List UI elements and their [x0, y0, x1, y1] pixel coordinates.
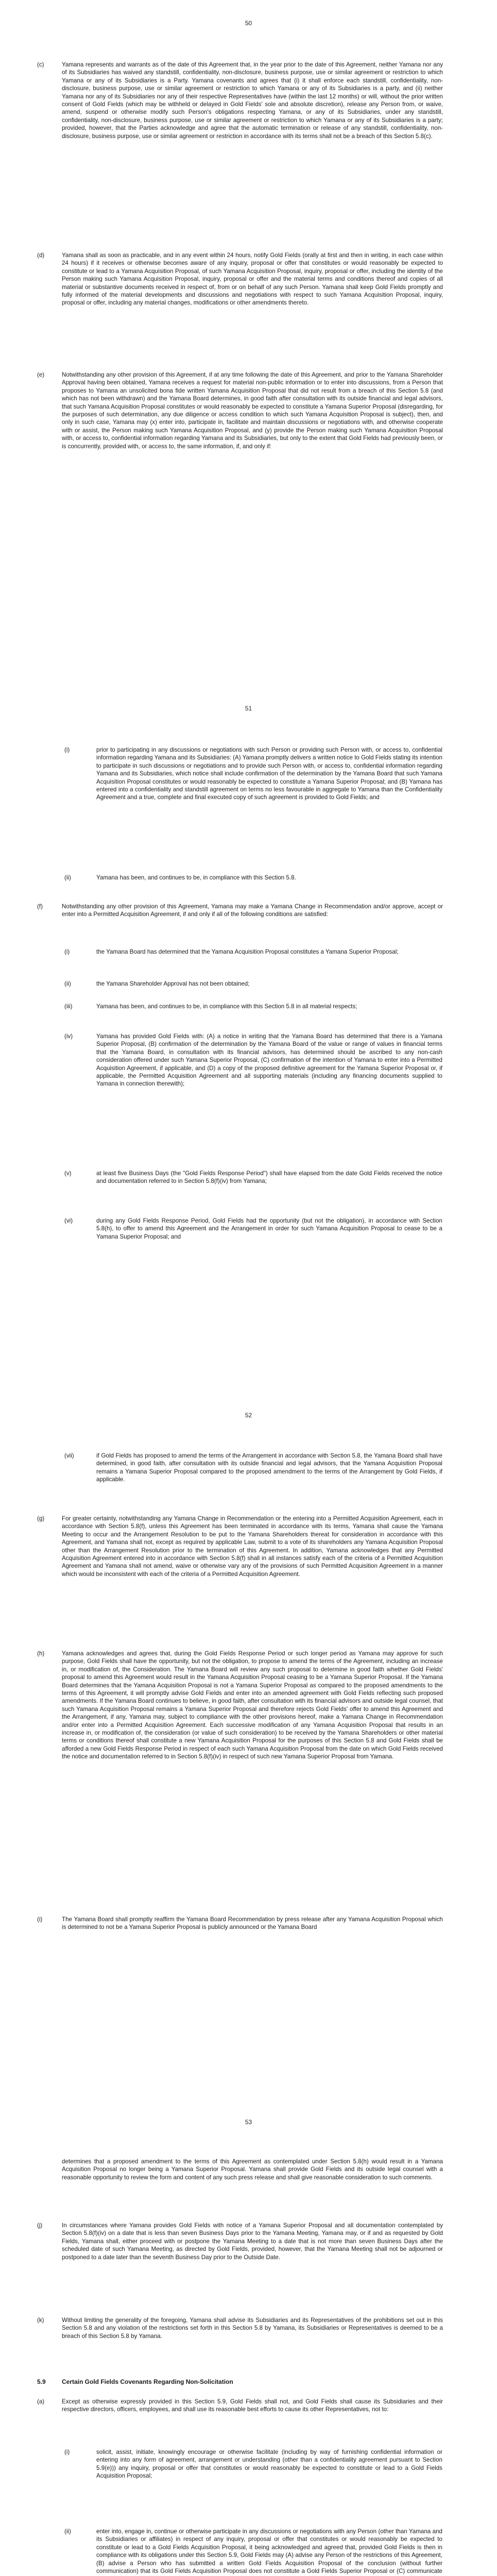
subclause-text: prior to participating in any discussions or negotiations with such Person or providing such Person with, or access to, confidential information regarding Yamana and its Subsidiaries: (A) Yamana promptly delivers a written notice to Gold Fields stating its intention to participate in such discussions or negotiations and to provide such Person with, or access to, confidential information regarding Yamana and its Subsidiaries, which notice shall include confirmation of the determination by the Yamana Board that such Yamana Acquisition Proposal constitutes or would reasonably be expected to constitute a Yamana Superior Proposal; and (B) Yamana has entered into a confidentiality and standstill agreement on terms no less favourable in aggregate to Yamana than the Confidentiality Agreement and a true, complete and final executed copy of such agreement is provided to Gold Fields; and [96, 747, 442, 801]
clause-label: (f) [37, 903, 43, 910]
clause-5-9-a [37, 2398, 443, 2414]
subclause-label: (v) [64, 1170, 72, 1177]
subclause-text: Yamana has provided Gold Fields with: (A) a notice in writing that the Yamana Board has determined that there is a Yamana Superior Proposal, (B) confirmation of the determination by the Yamana Board of the value or range of values in financial terms that the Yamana Board, in consultation with its financial advisors, has determined should be ascribed to any non-cash consideration offered under such Yamana Superior Proposal, (C) confirmation of the intention of Yamana to enter into a Permitted Acquisition Agreement, if applicable, and (D) a copy of the proposed definitive agreement for the Yamana Superior Proposal or, if applicable, the Permitted Acquisition Agreement and all supporting materials (including any financing documents supplied to Yamana in connection therewith); [96, 1033, 442, 1088]
subclause-label: (ii) [64, 980, 71, 987]
page-number: 51 [245, 705, 252, 712]
clause-label: (h) [37, 1650, 45, 1657]
page-number: 53 [245, 2119, 252, 2126]
clause-label: (a) [37, 2398, 45, 2405]
subclause-e-ii [64, 874, 442, 882]
subclause-text: enter into, engage in, continue or otherwise participate in any discussions or negotiations with any Person (other than Yamana and its Subsidiaries or affiliates) in respect of any inquiry, proposal or offer that constitutes or would reasonably be expected to constitute or lead to a Gold Fields Acquisition Proposal, it being acknowledged and agreed that, provided Gold Fields is then in compliance with its obligations under this Section 5.9, Gold Fields may (A) advise any Person of the restrictions of this Agreement, (B) advise a Person who has submitted a written Gold Fields Acquisition Proposal of the conclusion (without further communication) that its Gold Fields Acquisition Proposal does not constitute a Gold Fields Superior Proposal or (C) communicate [96, 2528, 442, 2575]
subclause-text: solicit, assist, initiate, knowingly encourage or otherwise facilitate (including by way of furnishing confidential information or entering into any form of agreement, arrangement or understanding (other than a confidentiality agreement pursuant to Section 5.9(e))) any inquiry, proposal or offer that constitutes or would reasonably be expected to constitute or lead to a Gold Fields Acquisition Proposal; [96, 2449, 442, 2480]
clause-g [37, 1515, 443, 1578]
subclause-text: Yamana has been, and continues to be, in compliance with this Section 5.8. [96, 874, 296, 881]
subclause-text: at least five Business Days (the "Gold Fields Response Period") shall have elapsed from the date Gold Fields received the notice and documentation referred to in Section 5.8(f)(iv) from Yamana; [96, 1170, 442, 1185]
section-heading [37, 2378, 449, 2385]
subclause-text: Yamana has been, and continues to be, in compliance with this Section 5.8 in all material respects; [96, 1003, 357, 1010]
clause-j [37, 2222, 443, 2261]
clause-label: (d) [37, 252, 45, 259]
clause-label: (j) [37, 2222, 43, 2229]
subclause-text: during any Gold Fields Response Period, Gold Fields had the opportunity (but not the obligation), in accordance with Section 5.8(h), to offer to amend this Agreement and the Arrangement in order for such Yamana Acquisition Proposal to cease to be a Yamana Superior Proposal; and [96, 1217, 442, 1240]
section-title: Certain Gold Fields Covenants Regarding Non-Solicitation [62, 2378, 233, 2385]
page-number: 50 [245, 20, 252, 27]
clause-label: (i) [37, 1916, 43, 1923]
subclause-text: the Yamana Shareholder Approval has not been obtained; [96, 980, 250, 987]
clause-f [37, 903, 443, 919]
clause-text: For greater certainty, notwithstanding any Yamana Change in Recommendation or the entering into a Permitted Acquisition Agreement, each in accordance with Section 5.8(f), unless this Agreement has been terminated in accordance with its terms, Yamana shall cause the Yamana Meeting to occur and the Arrangement Resolution to be put to the Yamana Shareholders thereat for consideration in accordance with this Agreement, and Yamana shall not, except as required by applicable Law, submit to a vote of its shareholders any Yamana Acquisition Proposal other than the Arrangement Resolution prior to the termination of this Agreement. In addition, Yamana acknowledges that any Permitted Acquisition Agreement entered into in accordance with Section 5.8(f) shall in all instances satisfy each of the criteria of a Permitted Acquisition Agreement and Yamana shall not amend, waive or otherwise vary any of the provisions of such Permitted Acquisition Agreement in a manner which would be inconsistent with each of the criteria of a Permitted Acquisition Agreement. [62, 1515, 443, 1578]
subclause-f-i [64, 948, 442, 956]
clause-text: The Yamana Board shall promptly reaffirm the Yamana Board Recommendation by press release after any Yamana Acquisition Proposal which is determined to not be a Yamana Superior Proposal is publicly announced or the Yamana Board [62, 1916, 443, 1931]
subclause-f-ii [64, 980, 442, 988]
subclause-f-vii [64, 1452, 442, 1484]
clause-text: In circumstances where Yamana provides Gold Fields with notice of a Yamana Superior Proposal and all documentation contemplated by Section 5.8(f)(iv) on a date that is less than seven Business Days prior to the Yamana Meeting, Yamana may, or if and as requested by Gold Fields, Yamana shall, either proceed with or postpone the Yamana Meeting to a date that is not more than seven Business Days after the scheduled date of such Yamana Meeting, as directed by Gold Fields, provided, however, that the Yamana Meeting shall not be adjourned or postponed to a date later than the seventh Business Day prior to the Outside Date. [62, 2222, 443, 2261]
subclause-label: (i) [64, 747, 70, 753]
page-number: 52 [245, 1412, 252, 1419]
subclause-label: (iii) [64, 1003, 73, 1010]
section-number: 5.9 [37, 2378, 46, 2385]
clause-i-continued [62, 2158, 443, 2181]
subclause-f-v [64, 1170, 442, 1185]
subclause-e-i [64, 746, 442, 802]
subclause-label: (i) [64, 2449, 70, 2455]
subclause-label: (vi) [64, 1217, 73, 1224]
clause-text: Notwithstanding any other provision of this Agreement, if at any time following the date of this Agreement, and prior to the Yamana Shareholder Approval having been obtained, Yamana receives a request for material non-public information or to enter into discussions, from a Person that proposes to Yamana an unsolicited bona fide written Yamana Acquisition Proposal that did not result from a breach of this Section 5.8 (and which has not been withdrawn) and the Yamana Board determines, in good faith after consultation with its outside financial and legal advisors, that such Yamana Acquisition Proposal constitutes or would reasonably be expected to constitute a Yamana Superior Proposal (disregarding, for the purposes of such determination, any due diligence or access condition to which such Yamana Acquisition Proposal is subject), then, and only in such case, Yamana may (x) enter into, participate in, facilitate and maintain discussions or negotiations with, and otherwise cooperate with or assist, the Person making such Yamana Acquisition Proposal, and (y) provide the Person making such Yamana Acquisition Proposal with, or access to, confidential information regarding Yamana and its Subsidiaries, but only to the extent that Gold Fields had previously been, or is concurrently, provided with, or access to, the same information, if, and only if: [62, 371, 443, 450]
clause-c [37, 61, 443, 140]
subclause-label: (vii) [64, 1452, 74, 1459]
clause-label: (g) [37, 1515, 45, 1522]
clause-text: Except as otherwise expressly provided in this Section 5.9, Gold Fields shall not, and Gold Fields shall cause its Subsidiaries and their respective directors, officers, employees, and shall use its reasonable best efforts to cause its other Representatives, not to: [62, 2398, 443, 2413]
subclause-label: (ii) [64, 2528, 71, 2535]
subclause-f-iii [64, 1003, 442, 1010]
clause-d [37, 251, 443, 307]
clause-label: (e) [37, 371, 45, 378]
clause-text: Yamana shall as soon as practicable, and in any event within 24 hours, notify Gold Fields (orally at first and then in writing, in each case within 24 hours) if it receives or otherwise becomes aware of any inquiry, proposal or offer that constitutes or would reasonably be expected to constitute or lead to a Yamana Acquisition Proposal, of such Yamana Acquisition Proposal, inquiry, proposal or offer, including the identity of the Person making such Yamana Acquisition Proposal, inquiry, proposal or offer and the material terms and conditions thereof and copies of all material or substantive documents received in respect of, from or on behalf of any such Person. Yamana shall keep Gold Fields promptly and fully informed of the material developments and discussions and negotiations with respect to such Yamana Acquisition Proposal, inquiry, proposal or offer, including any material changes, modifications or other amendments thereto. [62, 252, 443, 307]
subclause-label: (i) [64, 948, 70, 955]
clause-text: Yamana acknowledges and agrees that, during the Gold Fields Response Period or such longer period as Yamana may approve for such purpose, Gold Fields shall have the opportunity, but not the obligation, to propose to amend the terms of the Agreement, including an increase in, or modification of, the Consideration. The Yamana Board will review any such proposal to determine in good faith whether Gold Fields' proposal to amend this Agreement would result in the Yamana Acquisition Proposal ceasing to be a Yamana Superior Proposal. If the Yamana Board determines that the Yamana Acquisition Proposal is not a Yamana Superior Proposal as compared to the proposed amendments to the terms of this Agreement, it will promptly advise Gold Fields and enter into an amended agreement with Gold Fields reflecting such proposed amendments. If the Yamana Board continues to believe, in good faith, after consultation with its financial advisors and outside legal counsel, that such Yamana Acquisition Proposal remains a Yamana Superior Proposal and therefore rejects Gold Fields' offer to amend this Agreement and the Arrangement, if any, Yamana may, subject to compliance with the other provisions hereof, make a Yamana Change in Recommendation and/or enter into a Permitted Acquisition Agreement. Each successive modification of any Yamana Acquisition Proposal that results in an increase in, or modification of, the consideration (or value of such consideration) to be received by the Yamana Shareholders or other material terms or conditions thereof shall constitute a new Yamana Acquisition Proposal for the purposes of this Section 5.8 and Gold Fields shall be afforded a new Gold Fields Response Period in respect of each such Yamana Acquisition Proposal from the date on which Gold Fields received the notice and documentation referred to in Section 5.8(f)(iv) in respect of such new Yamana Superior Proposal from Yamana. [62, 1650, 443, 1760]
clause-e [37, 371, 443, 450]
subclause-label: (ii) [64, 874, 71, 881]
subclause-text: if Gold Fields has proposed to amend the terms of the Arrangement in accordance with Section 5.8, the Yamana Board shall have determined, in good faith, after consultation with its outside financial and legal advisors, that the Yamana Acquisition Proposal remains a Yamana Superior Proposal compared to the proposed amendment to the terms of the Arrangement by Gold Fields, if applicable. [96, 1452, 442, 1483]
clause-k [37, 2316, 443, 2340]
subclause-f-iv [64, 1032, 442, 1088]
subclause-text: the Yamana Board has determined that the Yamana Acquisition Proposal constitutes a Yamana Superior Proposal; [96, 948, 399, 955]
clause-text: Yamana represents and warrants as of the date of this Agreement that, in the year prior to the date of this Agreement, neither Yamana nor any of its Subsidiaries has waived any standstill, confidentiality, non-disclosure, business purpose, use or similar agreement or restriction to which Yamana or any of its Subsidiaries is a Party. Yamana covenants and agrees that (i) it shall enforce each standstill, confidentiality, non-disclosure, business purpose, use or similar agreement or restriction to which Yamana or any of its Subsidiaries is a party, and (ii) neither Yamana nor any of its Subsidiaries nor any of their respective Representatives have (within the last 12 months) or will, without the prior written consent of Gold Fields (which may be withheld or delayed in Gold Fields' sole and absolute discretion), release any Person from, or waive, amend, suspend or otherwise modify such Person's obligations respecting Yamana, or any of its Subsidiaries, under any standstill, confidentiality, non-disclosure, business purpose, use or similar agreement or restriction to which Yamana or any of its Subsidiaries is a party; provided, however, that the Parties acknowledge and agree that the automatic termination or release of any standstill, confidentiality, non-disclosure, business purpose, use or similar agreement or restriction in accordance with its terms shall not be a breach of this Section 5.8(c). [62, 61, 443, 140]
clause-label: (k) [37, 2317, 44, 2324]
clause-i [37, 1916, 443, 1931]
clause-text: Without limiting the generality of the foregoing, Yamana shall advise its Subsidiaries and its Representatives of the prohibitions set out in this Section 5.8 and any violation of the restrictions set forth in this Section 5.8 by Yamana, its Subsidiaries or Representatives is deemed to be a breach of this Section 5.8 by Yamana. [62, 2317, 443, 2340]
subclause-label: (iv) [64, 1033, 73, 1040]
subclause-f-vi [64, 1217, 442, 1241]
clause-text: determines that a proposed amendment to the terms of this Agreement as contemplated under Section 5.8(h) would result in a Yamana Acquisition Proposal no longer being a Yamana Superior Proposal. Yamana shall provide Gold Fields and its outside legal counsel with a reasonable opportunity to review the form and content of any such press release and shall give reasonable consideration to such comments. [62, 2158, 443, 2181]
subclause-5-9-a-ii [64, 2528, 442, 2576]
clause-text: Notwithstanding any other provision of this Agreement, Yamana may make a Yamana Change in Recommendation and/or approve, accept or enter into a Permitted Acquisition Agreement, if and only if all of the following conditions are satisfied: [62, 903, 443, 918]
subclause-5-9-a-i [64, 2448, 442, 2480]
clause-h [37, 1650, 443, 1761]
clause-label: (c) [37, 61, 44, 68]
